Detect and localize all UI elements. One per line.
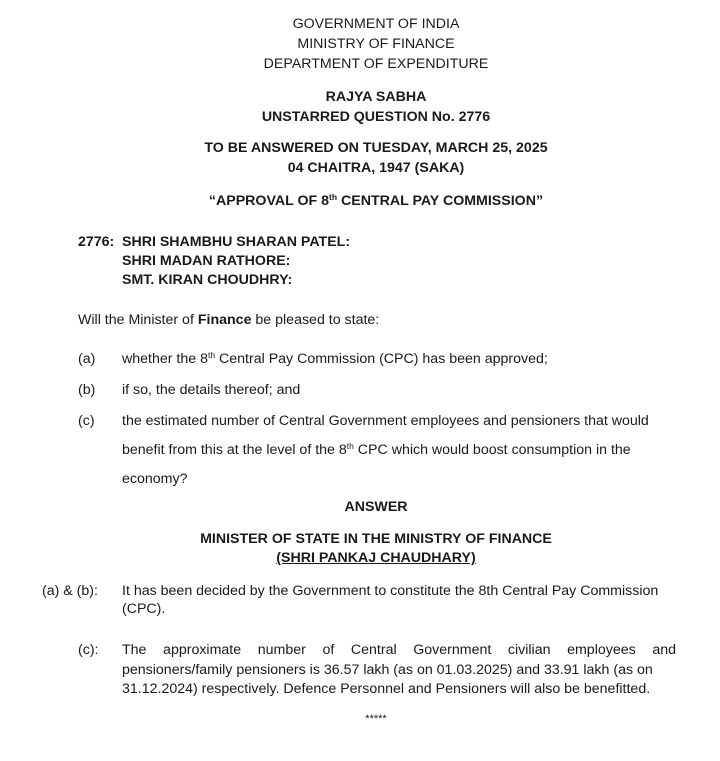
minister-name xyxy=(0,550,720,566)
intro-before: Will the Minister of xyxy=(78,312,198,328)
member-name: SMT. KIRAN CHOUDHRY: xyxy=(122,272,293,288)
part-b-label: (b) xyxy=(78,382,96,398)
part-c-line-1: the estimated number of Central Government employees and pensioners that would xyxy=(122,413,649,429)
answer-c-line-2: pensioners/family pensioners is 36.57 lakh (as on 01.03.2025) and 33.91 lakh (as on xyxy=(122,662,653,678)
header-line-government: GOVERNMENT OF INDIA xyxy=(292,16,460,32)
part-a-label: (a) xyxy=(78,351,96,367)
answer-c-line-1: The approximate number of Central Government civilian employees and xyxy=(122,642,676,658)
answer-c-line-3: 31.12.2024) respectively. Defence Personnel and Pensioners will also be benefitted. xyxy=(122,681,651,697)
member-name: SHRI MADAN RATHORE: xyxy=(122,253,291,269)
member-name: SHRI SHAMBHU SHARAN PATEL: xyxy=(122,234,351,250)
answer-date: TO BE ANSWERED ON TUESDAY, MARCH 25, 2025 xyxy=(204,140,548,156)
part-a-text xyxy=(122,351,548,367)
part-a-pre: whether the 8 xyxy=(122,351,208,367)
intro-ministry: Finance xyxy=(197,312,252,328)
answer-ab-line-1: It has been decided by the Government to constitute the 8th Central Pay Commission xyxy=(122,583,659,599)
answer-heading: ANSWER xyxy=(344,499,408,515)
part-a-post: Central Pay Commission (CPC) has been approved; xyxy=(215,351,548,367)
end-mark: ***** xyxy=(365,713,387,725)
house-name: RAJYA SABHA xyxy=(325,89,427,105)
intro-after: be pleased to state: xyxy=(251,312,380,328)
question-title xyxy=(0,193,720,209)
question-title-prefix: “APPROVAL OF 8 xyxy=(208,193,330,209)
part-c-label: (c) xyxy=(78,413,95,429)
header-line-ministry: MINISTRY OF FINANCE xyxy=(297,36,455,52)
minister-title: MINISTER OF STATE IN THE MINISTRY OF FINANCE xyxy=(200,531,552,547)
question-title-sup: th xyxy=(329,192,338,202)
intro-sentence xyxy=(78,312,379,328)
part-b-text: if so, the details thereof; and xyxy=(122,382,301,398)
answer-ab-label: (a) & (b): xyxy=(42,583,98,599)
part-a-sup: th xyxy=(207,350,216,360)
part-c-line-2 xyxy=(122,442,631,458)
answer-c-label: (c): xyxy=(78,642,99,658)
minister-name-text: (SHRI PANKAJ CHAUDHARY) xyxy=(276,550,476,566)
answer-ab-line-2: (CPC). xyxy=(122,601,166,617)
part-c-line-2-sup: th xyxy=(346,441,354,451)
question-number: UNSTARRED QUESTION No. 2776 xyxy=(261,109,491,125)
question-title-suffix: CENTRAL PAY COMMISSION” xyxy=(337,193,544,209)
part-c-line-3: economy? xyxy=(122,471,188,487)
saka-date: 04 CHAITRA, 1947 (SAKA) xyxy=(287,160,465,176)
member-question-number: 2776: xyxy=(78,234,115,250)
header-line-department: DEPARTMENT OF EXPENDITURE xyxy=(263,56,489,72)
part-c-line-2-pre: benefit from this at the level of the 8 xyxy=(122,442,347,458)
part-c-line-2-post: CPC which would boost consumption in the xyxy=(353,442,631,458)
